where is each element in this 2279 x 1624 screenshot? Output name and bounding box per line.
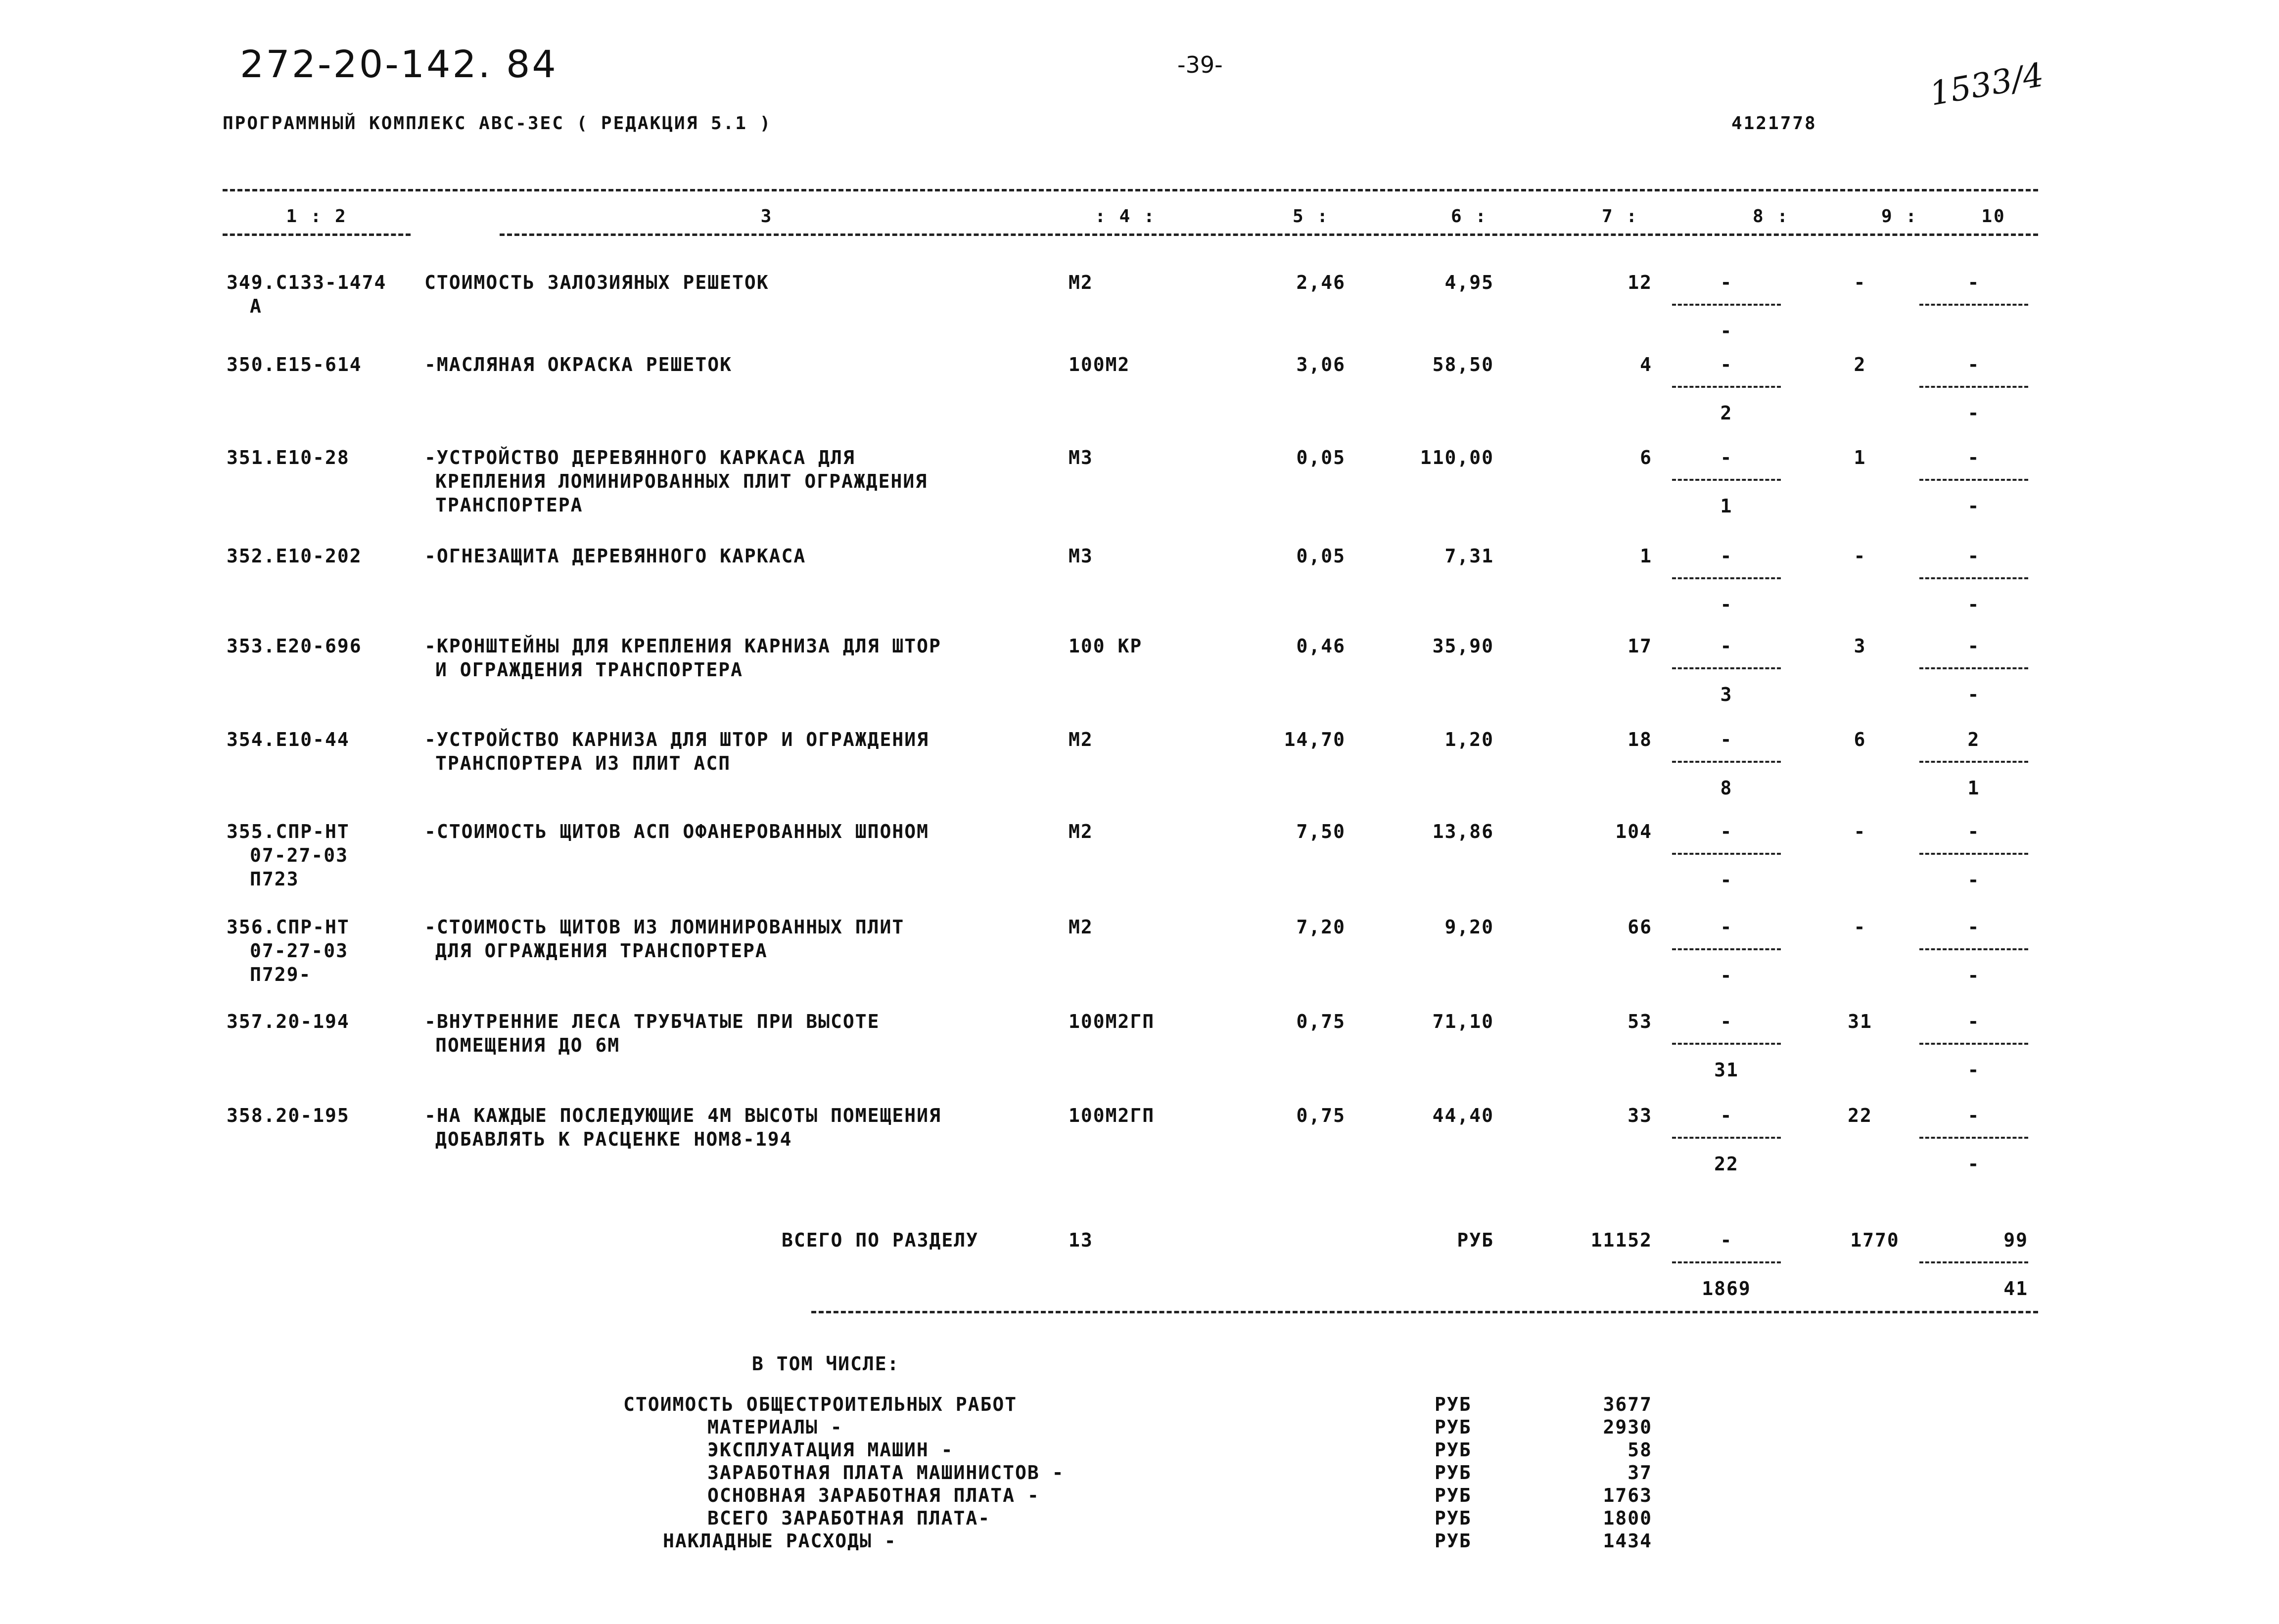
row-unit: 100 КР [1069,635,1143,657]
row-total: 18 [1628,729,1652,750]
column-header: 1 : 2 [286,206,347,227]
row-col10-rule [1919,1137,2028,1139]
row-col10-rule [1919,304,2028,306]
section-total-col9: 1770 [1850,1229,1900,1251]
column-header: 8 : [1752,206,1790,227]
program-title: ПРОГРАММНЫЙ КОМПЛЕКС АВС-ЗЕС ( РЕДАКЦИЯ 5.1 ) [223,113,772,134]
row-description: -МАСЛЯНАЯ ОКРАСКА РЕШЕТОК [424,354,732,375]
row-col10-bottom: - [1967,402,1980,424]
row-col8-top: - [1720,729,1733,750]
row-total: 66 [1628,916,1652,938]
row-quantity: 3,06 [1296,354,1346,375]
breakdown-label: ЭКСПЛУАТАЦИЯ МАШИН - [707,1439,954,1461]
row-code: 354.Е10-44 [227,729,350,750]
section-number: 13 [1069,1229,1093,1251]
row-description: ТРАНСПОРТЕРА ИЗ ПЛИТ АСП [435,752,731,774]
row-code: 358.20-195 [227,1105,350,1126]
row-unit-price: 58,50 [1432,354,1494,375]
row-col8-rule [1672,853,1781,855]
row-col10-bottom: 1 [1967,777,1980,799]
row-quantity: 0,75 [1296,1011,1346,1032]
row-col9: - [1854,821,1866,842]
breakdown-unit: РУБ [1435,1416,1472,1438]
row-unit-price: 71,10 [1432,1011,1494,1032]
section-total-col8-rule [1672,1261,1781,1263]
section-total-col10-bottom: 41 [2003,1278,2028,1299]
row-col8-rule [1672,948,1781,950]
column-header: 10 [1981,206,2006,227]
row-col9: - [1854,916,1866,938]
row-col10-top: - [1967,354,1980,375]
row-description: -ОГНЕЗАЩИТА ДЕРЕВЯННОГО КАРКАСА [424,545,806,567]
row-col10-rule [1919,1043,2028,1045]
row-description: -СТОИМОСТЬ ЩИТОВ ИЗ ЛОМИНИРОВАННЫХ ПЛИТ [424,916,905,938]
row-total: 17 [1628,635,1652,657]
breakdown-unit: РУБ [1435,1393,1472,1415]
row-col10-bottom: - [1967,594,1980,615]
row-description: ДЛЯ ОГРАЖДЕНИЯ ТРАНСПОРТЕРА [435,940,768,962]
row-unit-price: 35,90 [1432,635,1494,657]
row-col8-top: - [1720,1011,1733,1032]
row-col8-rule [1672,577,1781,579]
row-col8-top: - [1720,447,1733,468]
row-total: 33 [1628,1105,1652,1126]
row-col8-rule [1672,1137,1781,1139]
row-quantity: 7,50 [1296,821,1346,842]
row-description: СТОИМОСТЬ ЗАЛОЗИЯНЫХ РЕШЕТОК [424,272,769,293]
row-col10-bottom: - [1967,965,1980,986]
row-col8-bottom: - [1720,594,1733,615]
job-code: 4121778 [1731,113,1817,134]
row-code: 352.Е10-202 [227,545,362,567]
row-code: 349.С133-1474 [227,272,387,293]
row-col8-top: - [1720,821,1733,842]
row-col8-rule [1672,667,1781,669]
row-col10-rule [1919,667,2028,669]
row-col10-bottom: - [1967,869,1980,891]
row-unit-price: 9,20 [1444,916,1494,938]
row-unit-price: 110,00 [1420,447,1494,468]
row-col9: 6 [1854,729,1866,750]
row-col10-bottom: - [1967,1059,1980,1081]
row-col8-bottom: - [1720,965,1733,986]
column-header: 9 : [1881,206,1918,227]
row-description: -ВНУТРЕННИЕ ЛЕСА ТРУБЧАТЫЕ ПРИ ВЫСОТЕ [424,1011,880,1032]
row-description: КРЕПЛЕНИЯ ЛОМИНИРОВАННЫХ ПЛИТ ОГРАЖДЕНИЯ [435,470,928,492]
row-col8-top: - [1720,272,1733,293]
row-total: 4 [1640,354,1652,375]
row-quantity: 0,05 [1296,545,1346,567]
row-col9: - [1854,272,1866,293]
row-col10-top: - [1967,916,1980,938]
row-col10-top: - [1967,447,1980,468]
breakdown-unit: РУБ [1435,1485,1472,1506]
row-col9: 22 [1848,1105,1872,1126]
row-unit-price: 4,95 [1444,272,1494,293]
row-total: 53 [1628,1011,1652,1032]
row-col10-top: - [1967,1105,1980,1126]
row-col8-rule [1672,1043,1781,1045]
row-description: -НА КАЖДЫЕ ПОСЛЕДУЮЩИЕ 4М ВЫСОТЫ ПОМЕЩЕНИЯ [424,1105,941,1126]
row-col8-bottom: - [1720,320,1733,342]
breakdown-label: СТОИМОСТЬ ОБЩЕСТРОИТЕЛЬНЫХ РАБОТ [623,1393,1018,1415]
row-unit-price: 44,40 [1432,1105,1494,1126]
row-col10-rule [1919,386,2028,388]
row-unit: М2 [1069,916,1093,938]
row-description: ДОБАВЛЯТЬ К РАСЦЕНКЕ НОМ8-194 [435,1128,792,1150]
breakdown-value: 1763 [1603,1485,1652,1506]
row-col9: 2 [1854,354,1866,375]
row-col8-bottom: 8 [1720,777,1733,799]
row-quantity: 14,70 [1284,729,1346,750]
breakdown-unit: РУБ [1435,1462,1472,1484]
row-code: 07-27-03 [250,940,349,962]
breakdown-value: 3677 [1603,1393,1652,1415]
row-col9: 1 [1854,447,1866,468]
row-col10-rule [1919,577,2028,579]
table-header-rule [500,233,2038,236]
row-unit: М3 [1069,545,1093,567]
row-description: -УСТРОЙСТВО КАРНИЗА ДЛЯ ШТОР И ОГРАЖДЕНИЯ [424,729,929,750]
row-col10-top: - [1967,821,1980,842]
breakdown-unit: РУБ [1435,1530,1472,1552]
row-col8-bottom: 3 [1720,684,1733,705]
row-col10-bottom: - [1967,684,1980,705]
breakdown-label: НАКЛАДНЫЕ РАСХОДЫ - [663,1530,897,1552]
row-col8-bottom: 22 [1714,1153,1739,1175]
row-total: 12 [1628,272,1652,293]
column-header: 7 : [1601,206,1639,227]
breakdown-unit: РУБ [1435,1439,1472,1461]
row-code: П729- [250,964,312,985]
row-col10-rule [1919,853,2028,855]
row-col8-bottom: 2 [1720,402,1733,424]
row-col8-bottom: 31 [1714,1059,1739,1081]
row-unit: 100М2ГП [1069,1011,1155,1032]
row-description: И ОГРАЖДЕНИЯ ТРАНСПОРТЕРА [435,659,743,681]
breakdown-value: 1434 [1603,1530,1652,1552]
row-description: -КРОНШТЕЙНЫ ДЛЯ КРЕПЛЕНИЯ КАРНИЗА ДЛЯ ШТОР [424,635,941,657]
handwritten-sheet-number: 1533/4 [1926,55,2047,113]
row-unit-price: 1,20 [1444,729,1494,750]
row-unit-price: 7,31 [1444,545,1494,567]
breakdown-label: ВСЕГО ЗАРАБОТНАЯ ПЛАТА- [707,1507,991,1529]
row-col10-top: 2 [1967,729,1980,750]
column-header: : 4 : [1095,206,1156,227]
row-unit: М2 [1069,729,1093,750]
table-header-rule-left [223,233,411,236]
row-col10-rule [1919,948,2028,950]
breakdown-label: ЗАРАБОТНАЯ ПЛАТА МАШИНИСТОВ - [707,1462,1065,1484]
row-quantity: 0,75 [1296,1105,1346,1126]
row-code: А [250,295,262,317]
table-bottom-rule [811,1311,2038,1313]
row-col8-rule [1672,386,1781,388]
row-col10-top: - [1967,545,1980,567]
row-description: ПОМЕЩЕНИЯ ДО 6М [435,1034,620,1056]
row-col8-top: - [1720,916,1733,938]
row-description: -УСТРОЙСТВО ДЕРЕВЯННОГО КАРКАСА ДЛЯ [424,447,855,468]
row-col8-bottom: 1 [1720,495,1733,517]
row-col9: 31 [1848,1011,1872,1032]
breakdown-value: 1800 [1603,1507,1652,1529]
row-quantity: 7,20 [1296,916,1346,938]
row-unit-price: 13,86 [1432,821,1494,842]
row-code: П723 [250,868,299,890]
row-total: 104 [1615,821,1652,842]
row-col8-top: - [1720,1105,1733,1126]
row-col8-top: - [1720,354,1733,375]
section-total-col10-rule [1919,1261,2028,1263]
row-description: ТРАНСПОРТЕРА [435,494,583,516]
row-col8-rule [1672,479,1781,481]
breakdown-heading: В ТОМ ЧИСЛЕ: [752,1353,900,1375]
row-code: 355.СПР-НТ [227,821,350,842]
section-total-col8-bottom: 1869 [1702,1278,1751,1299]
row-unit: М3 [1069,447,1093,468]
section-total-unit: РУБ [1457,1229,1494,1251]
section-total-amount: 11152 [1590,1229,1652,1251]
row-unit: 100М2ГП [1069,1105,1155,1126]
row-code: 07-27-03 [250,844,349,866]
column-header: 6 : [1450,206,1488,227]
column-header: 3 [760,206,773,227]
row-col10-rule [1919,761,2028,763]
breakdown-value: 37 [1628,1462,1652,1484]
breakdown-label: ОСНОВНАЯ ЗАРАБОТНАЯ ПЛАТА - [707,1485,1040,1506]
row-col10-top: - [1967,272,1980,293]
section-total-col8-top: - [1720,1229,1733,1251]
row-code: 351.Е10-28 [227,447,350,468]
row-code: 357.20-194 [227,1011,350,1032]
row-col10-bottom: - [1967,1153,1980,1175]
row-description: -СТОИМОСТЬ ЩИТОВ АСП ОФАНЕРОВАННЫХ ШПОНОМ [424,821,929,842]
section-total-label: ВСЕГО ПО РАЗДЕЛУ [782,1229,979,1251]
row-quantity: 0,46 [1296,635,1346,657]
row-col8-bottom: - [1720,869,1733,891]
row-col8-rule [1672,761,1781,763]
row-total: 6 [1640,447,1652,468]
table-top-rule [223,189,2038,191]
row-col8-top: - [1720,635,1733,657]
row-col10-bottom: - [1967,495,1980,517]
row-quantity: 2,46 [1296,272,1346,293]
breakdown-unit: РУБ [1435,1507,1472,1529]
page-number: -39- [1177,51,1223,78]
row-col8-rule [1672,304,1781,306]
row-col9: 3 [1854,635,1866,657]
row-col8-top: - [1720,545,1733,567]
row-code: 356.СПР-НТ [227,916,350,938]
breakdown-value: 58 [1628,1439,1652,1461]
row-col10-rule [1919,479,2028,481]
row-total: 1 [1640,545,1652,567]
row-col9: - [1854,545,1866,567]
document-number: 272-20-142. 84 [240,42,558,86]
row-code: 353.Е20-696 [227,635,362,657]
row-col10-top: - [1967,635,1980,657]
breakdown-value: 2930 [1603,1416,1652,1438]
row-unit: М2 [1069,821,1093,842]
row-unit: М2 [1069,272,1093,293]
column-header: 5 : [1292,206,1330,227]
row-quantity: 0,05 [1296,447,1346,468]
breakdown-label: МАТЕРИАЛЫ - [707,1416,843,1438]
row-col10-top: - [1967,1011,1980,1032]
row-unit: 100М2 [1069,354,1130,375]
row-code: 350.Е15-614 [227,354,362,375]
section-total-col10-top: 99 [2003,1229,2028,1251]
